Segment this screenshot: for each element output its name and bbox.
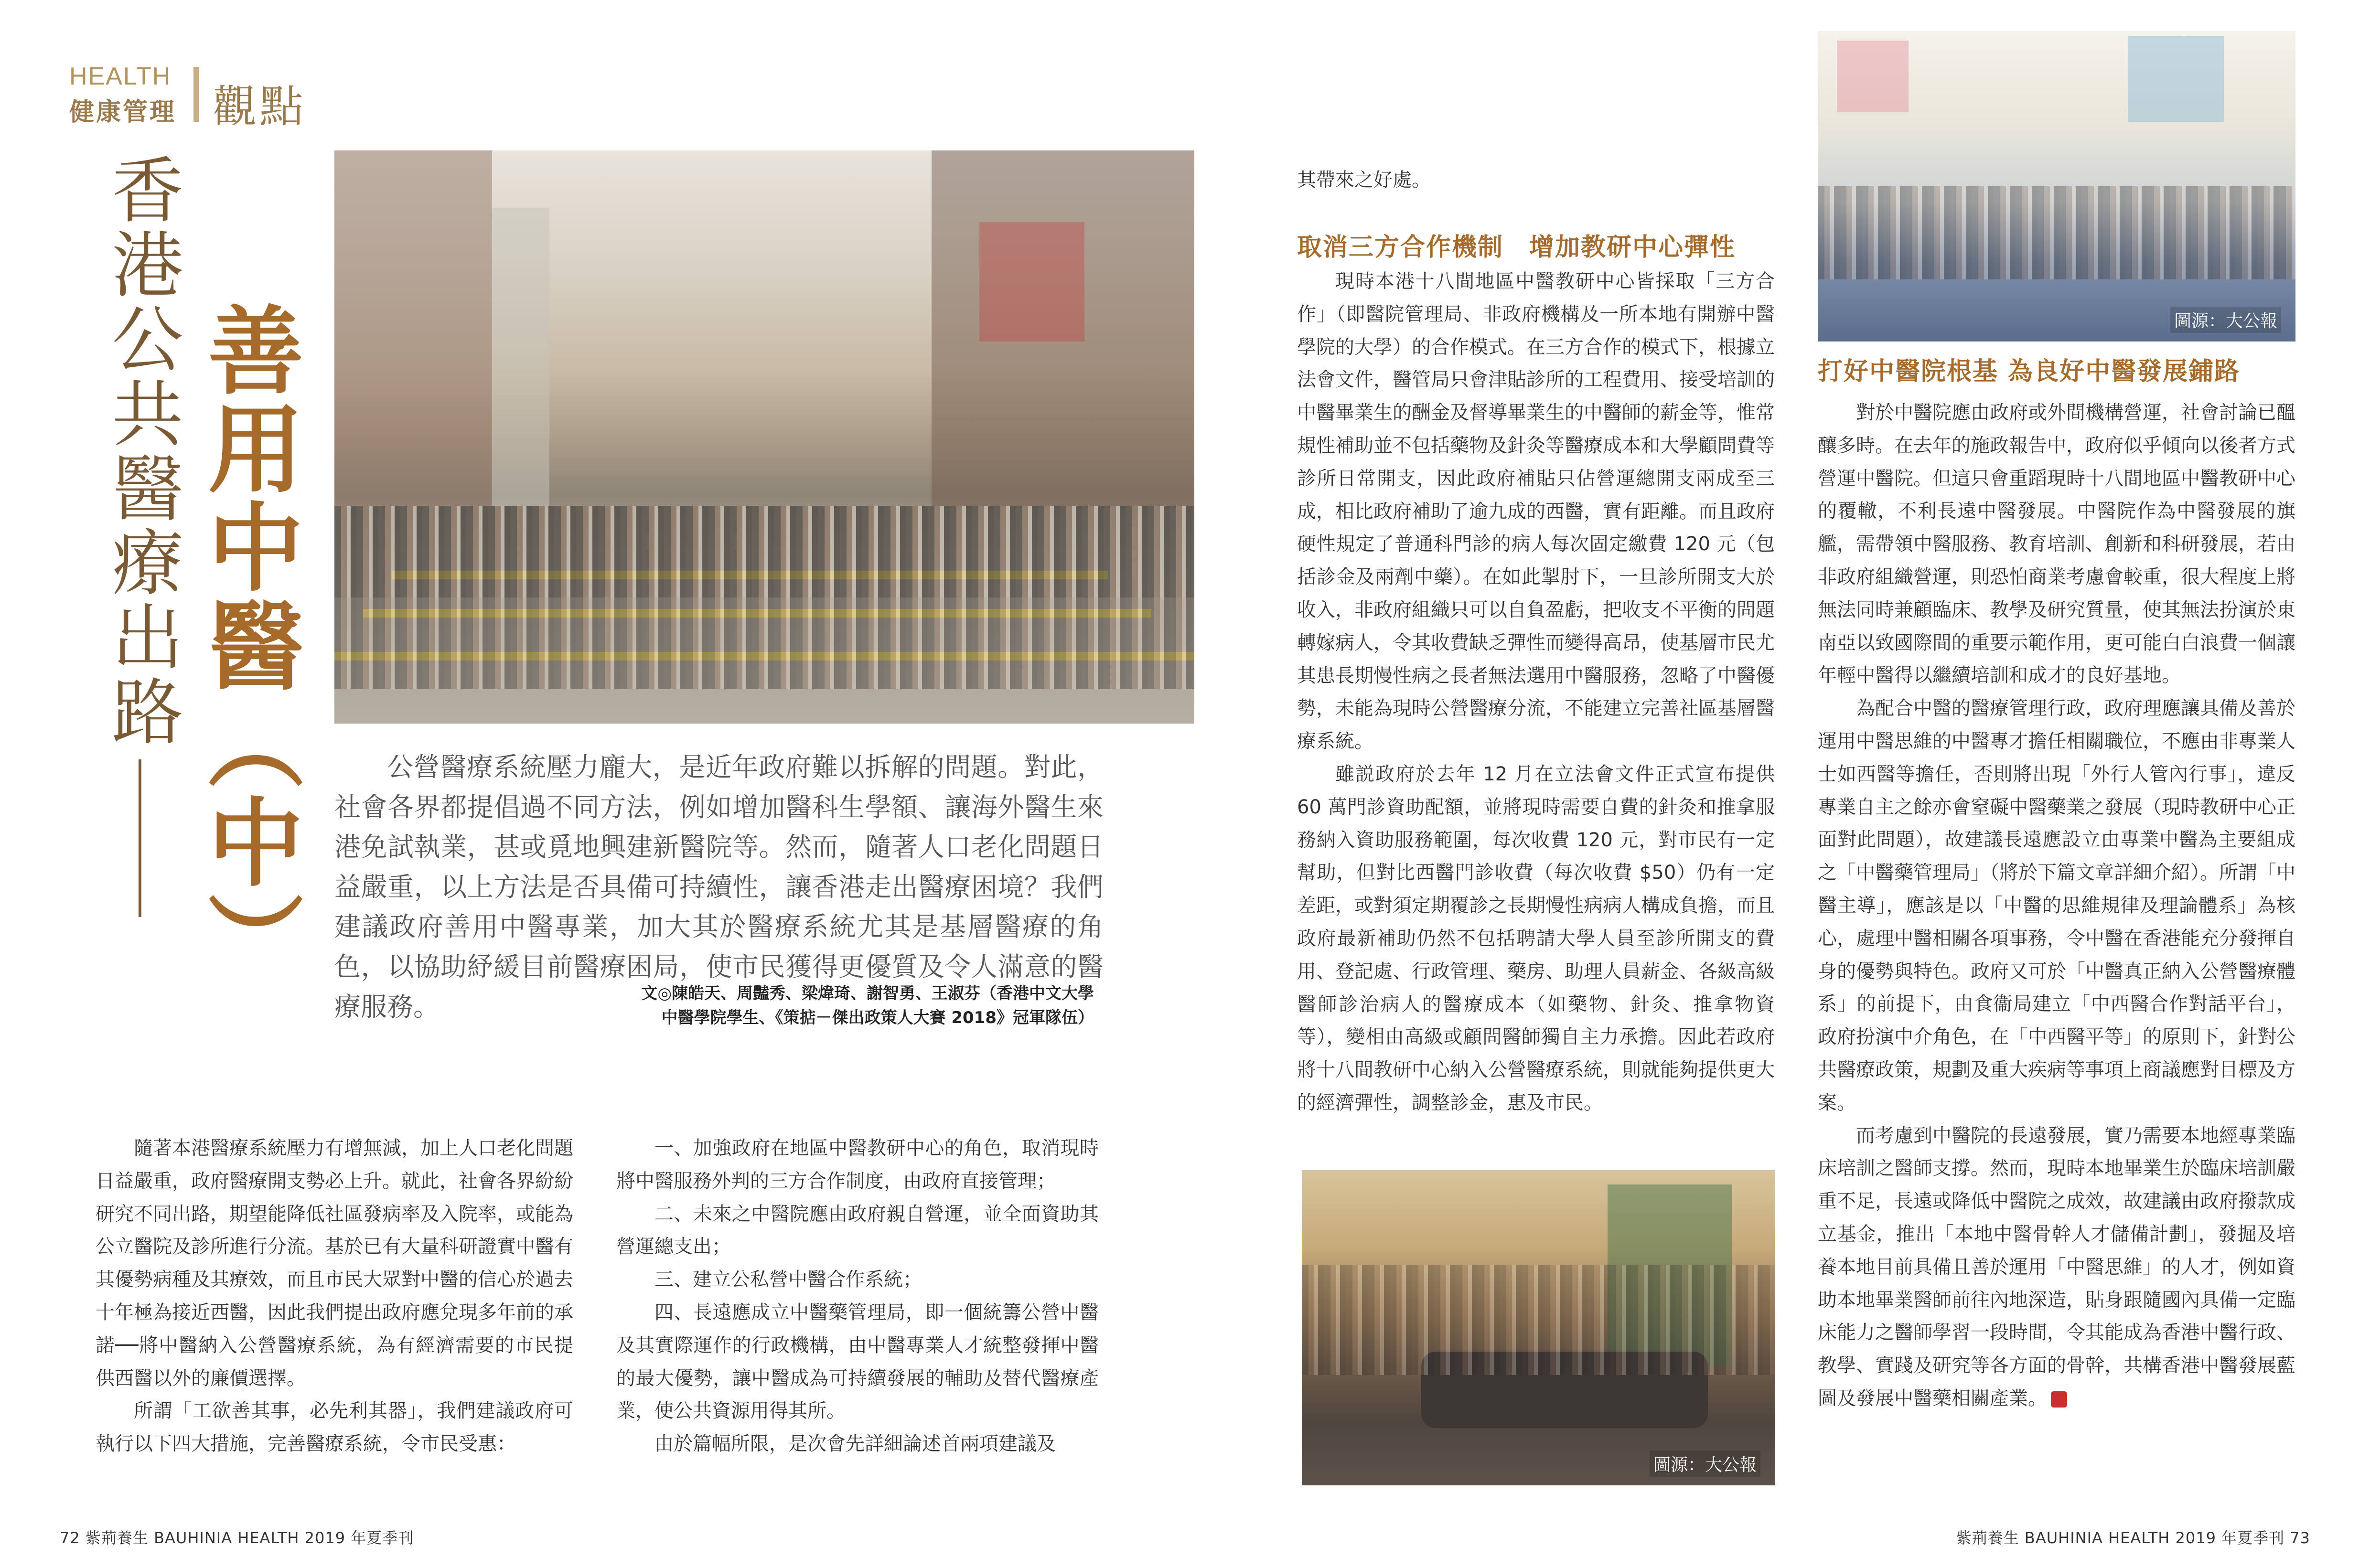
- paragraph-text: 而考慮到中醫院的長遠發展，實乃需要本地經專業臨床培訓之醫師支撐。然而，現時本地畢業生於臨床培訓嚴重不足，長遠或降低中醫院之成效，故建議由政府撥款成立基金，推出「本地中醫骨幹人才儲備計劃」，發掘及培養本地目前具備且善於運用「中醫思維」的人才，例如資助本地畢業醫師前往內地深造，貼身跟隨國內具備一定臨床能力之醫師學習一段時間，令其能成為香港中醫行政、教學、實踐及研究等各方面的骨幹，共構香港中醫發展藍圖及發展中醫藥相關產業。: [1818, 1124, 2295, 1409]
- section-label: 觀點: [213, 81, 307, 132]
- clinic-photo: [1818, 31, 2295, 341]
- footer-right: 紫荊養生 BAUHINIA HEALTH 2019 年夏季刊 73: [1956, 1529, 2310, 1547]
- paragraph: 四、長遠應成立中醫藥管理局，即一個統籌公營中醫及其實際運作的行政機構，由中醫專業人才統整發揮中醫的最大優勢，讓中醫成為可持續發展的輔助及替代醫療產業，使公共資源用得其所。: [616, 1301, 1099, 1422]
- end-mark-icon: [2051, 1391, 2067, 1408]
- lead-paragraph: 公營醫療系統壓力龐大，是近年政府難以拆解的問題。對此，社會各界都提倡過不同方法，例如增加醫科生學額、讓海外醫生來港免試執業，甚或覓地興建新醫院等。然而，隨著人口老化問題日益嚴重，以上方法是否具備可持續性，讓香港走出醫療困境？我們建議政府善用中醫專業，加大其於醫療系統尤其是基層醫療的角色，以協助紓緩目前醫療困局，使市民獲得更優質及令人滿意的醫療服務。: [334, 752, 1104, 1022]
- paragraph: 對於中醫院應由政府或外間機構營運，社會討論已醞釀多時。在去年的施政報告中，政府似乎傾向以後者方式營運中醫院。但這只會重蹈現時十八間地區中醫教研中心的覆轍，不利長遠中醫發展。中醫院作為中醫發展的旗艦，需帶領中醫服務、教育培訓、創新和科研發展，若由非政府組織營運，則恐怕商業考慮會較重，很大程度上將無法同時兼顧臨床、教學及研究質量，使其無法扮演於東南亞以致國際間的重要示範作用，更可能白白浪費一個讓年輕中醫得以繼續培訓和成才的良好基地。: [1818, 402, 2295, 687]
- column-3: [1297, 265, 1775, 1120]
- byline: 文◎陳皓天、周豔秀、梁煒琦、謝智勇、王淑芬（香港中文大學中醫學院學生、《策掂－傑出政策人大賽 2018》冠軍隊伍）: [641, 984, 1094, 1027]
- header-divider: [193, 67, 199, 122]
- paragraph: 二、未來之中醫院應由政府親自營運，並全面資助其營運總支出；: [616, 1203, 1099, 1258]
- clinic-photo-credit: 圖源：大公報: [2170, 307, 2281, 333]
- column-2: [616, 1132, 1099, 1461]
- paragraph: 由於篇幅所限，是次會先詳細論述首兩項建議及: [654, 1433, 1056, 1455]
- street-photo: [334, 150, 1194, 724]
- header-en: HEALTH: [69, 63, 172, 90]
- paragraph: 一、加強政府在地區中醫教研中心的角色，取消現時將中醫服務外判的三方合作制度，由政府直接管理；: [616, 1137, 1099, 1192]
- article-subtitle: 香港公共醫療出路: [99, 153, 182, 749]
- paragraph: 為配合中醫的醫療管理行政，政府理應讓具備及善於運用中醫思維的中醫專才擔任相關職位，不應由非專業人士如西醫等擔任，否則將出現「外行人管內行事」，違反專業自主之餘亦會窒礙中醫藥業之發展（現時教研中心正面對此問題），故建議長遠應設立由專業中醫為主要組成之「中醫藥管理局」（將於下篇文章詳細介紹）。所謂「中醫主導」，應該是以「中醫的思維規律及理論體系」為核心，處理中醫相關各項事務，令中醫在香港能充分發揮自身的優勢與特色。政府又可於「中醫真正納入公營醫療體系」的前提下，由食衞局建立「中西醫合作對話平台」，政府扮演中介角色，在「中西醫平等」的原則下，針對公共醫療政策，規劃及重大疾病等事項上商議應對目標及方案。: [1818, 697, 2295, 1114]
- column-4: [1818, 396, 2295, 1415]
- footer-left: 72 紫荊養生 BAUHINIA HEALTH 2019 年夏季刊: [60, 1529, 414, 1547]
- article-title: 善用中醫（中）: [192, 301, 303, 990]
- paragraph: 三、建立公私營中醫合作系統；: [654, 1269, 922, 1291]
- paragraph: 隨著本港醫療系統壓力有增無減，加上人口老化問題日益嚴重，政府醫療開支勢必上升。就此，社會各界紛紛研究不同出路，期望能降低社區發病率及入院率，或能為公立醫院及診所進行分流。基於已有大量科研證實中醫有其優勢病種及其療效，而且市民大眾對中醫的信心於過去十年極為接近西醫，因此我們提出政府應兌現多年前的承諾──將中醫納入公營醫療系統，為有經濟需要的市民提供西醫以外的廉價選擇。: [96, 1137, 573, 1389]
- paragraph: 現時本港十八間地區中醫教研中心皆採取「三方合作」（即醫院管理局、非政府機構及一所本地有開辦中醫學院的大學）的合作模式。在三方合作的模式下，根據立法會文件，醫管局只會津貼診所的工程費用、接受培訓的中醫畢業生的酬金及督導畢業生的中醫師的薪金等，惟常規性補助並不包括藥物及針灸等醫療成本和大學顧問費等診所日常開支，因此政府補貼只佔營運總開支兩成至三成，相比政府補助了逾九成的西醫，實有距離。而且政府硬性規定了普通科門診的病人每次固定繳費 120 元（包括診金及兩劑中藥）。在如此掣肘下，一旦診所開支大於收入，非政府組織只可以自負盈虧，把收支不平衡的問題轉嫁病人，令其收費缺乏彈性而變得高昂，使基層市民尤其患長期慢性病之長者無法選用中醫服務，忽略了中醫優勢，未能為現時公營醫療分流，不能建立完善社區基層醫療系統。: [1297, 270, 1775, 753]
- column-1: [96, 1132, 573, 1461]
- paragraph: [1818, 1120, 2295, 1415]
- paragraph: 所謂「工欲善其事，必先利其器」，我們建議政府可執行以下四大措施，完善醫療系統，令市民受惠：: [96, 1400, 573, 1455]
- elderly-photo: [1302, 1170, 1775, 1485]
- subheading-1: 取消三方合作機制 增加教研中心彈性: [1297, 233, 1736, 262]
- header-zh: 健康管理: [69, 98, 177, 127]
- paragraph: 雖説政府於去年 12 月在立法會文件正式宣布提供 60 萬門診資助配額，並將現時需要自費的針灸和推拿服務納入資助服務範圍，每次收費 120 元，對市民有一定幫助，但對比西醫門診收費（每次收費 $50）仍有一定差距，或對須定期覆診之長期慢性病病人構成負擔，而且政府最新補助仍然不包括聘請大學人員至診所開支的費用、登記處、行政管理、藥房、助理人員薪金、各級高級醫師診治病人的醫療成本（如藥物、針灸、推拿物資等），變相由高級或顧問醫師獨自主力承擔。因此若政府將十八間教研中心納入公營醫療系統，則就能夠提供更大的經濟彈性，調整診金，惠及市民。: [1297, 763, 1775, 1114]
- elderly-photo-credit: 圖源：大公報: [1650, 1451, 1760, 1477]
- subtitle-dash: [139, 759, 141, 917]
- subheading-2: 打好中醫院根基 為良好中醫發展鋪路: [1818, 357, 2241, 386]
- continued-line: 其帶來之好處。: [1297, 169, 1431, 191]
